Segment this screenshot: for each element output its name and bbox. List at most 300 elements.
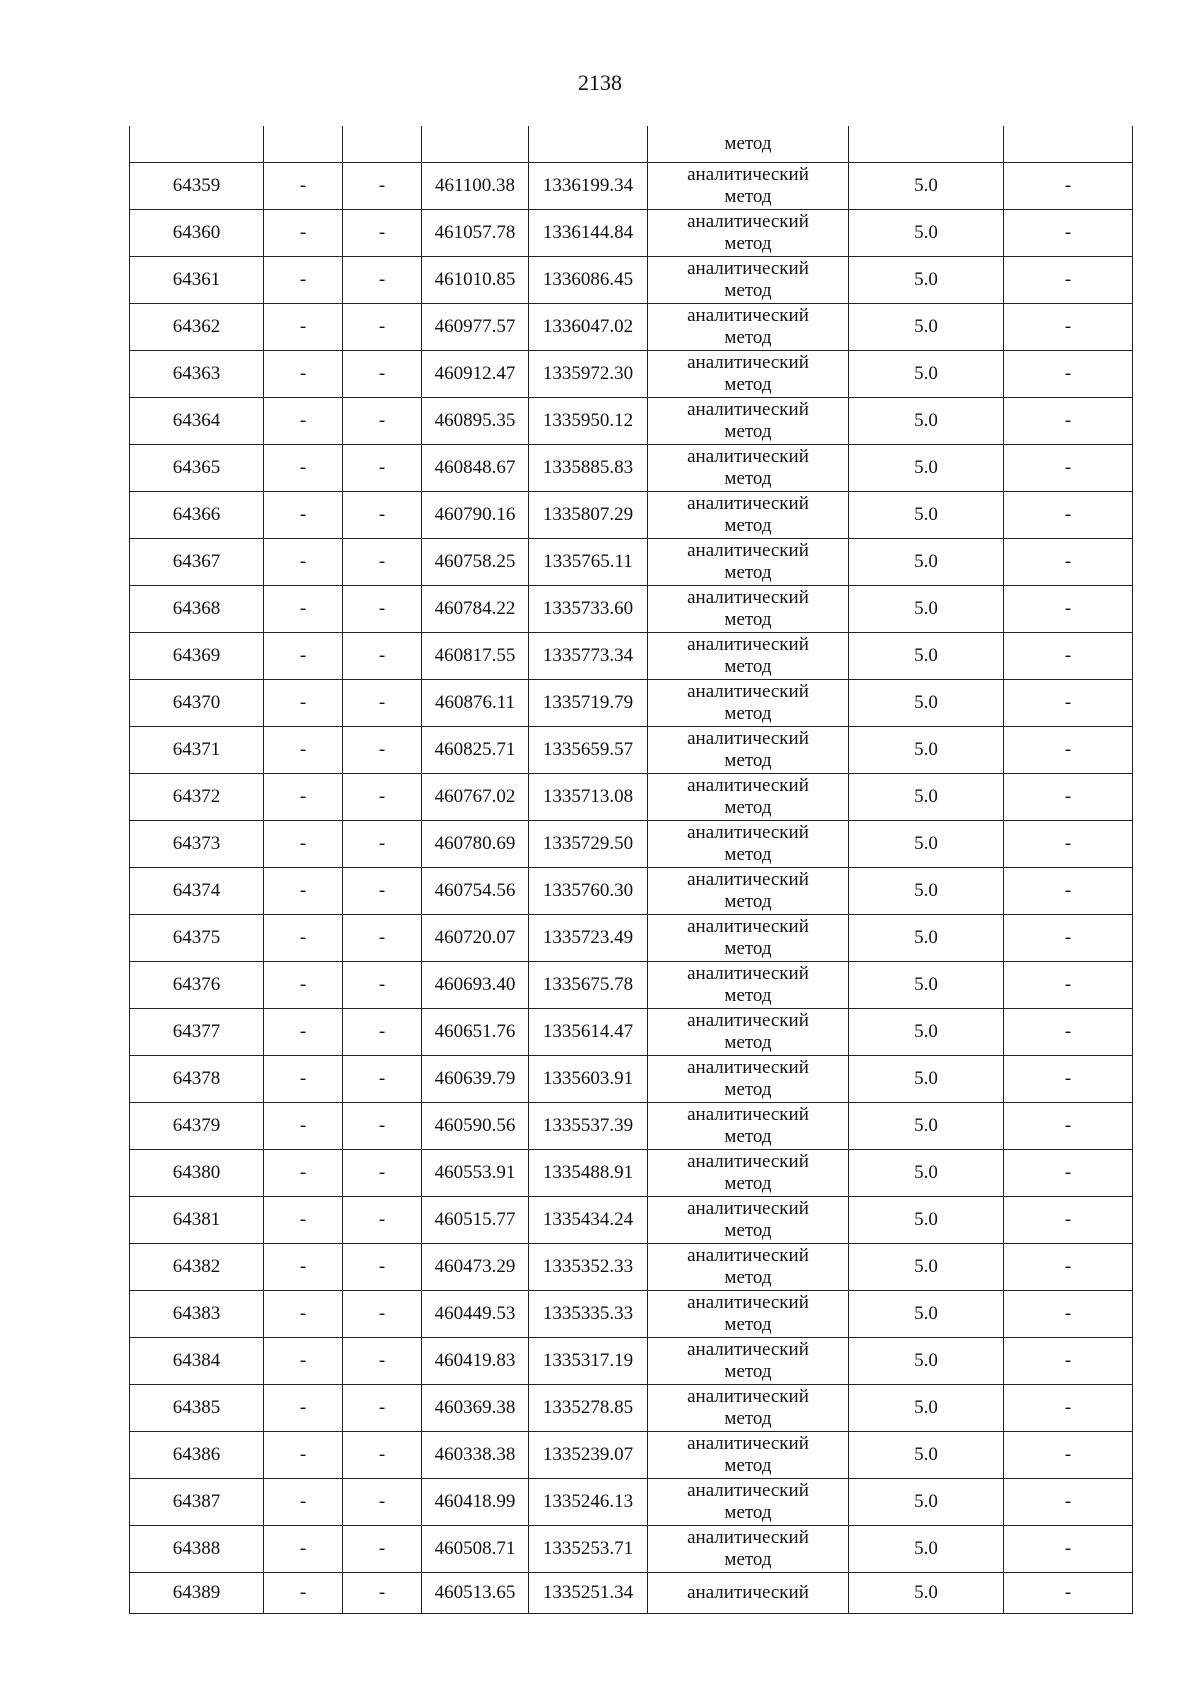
cell-accuracy: 5.0 [849, 1244, 1004, 1291]
cell-point-id: 64388 [130, 1526, 264, 1573]
cell-accuracy: 5.0 [849, 1526, 1004, 1573]
cell-dash: - [1004, 915, 1133, 962]
cell-method [648, 1432, 849, 1479]
cell-dash: - [343, 1244, 422, 1291]
method-line-1: аналитический [687, 1245, 809, 1266]
table-row [130, 492, 1133, 539]
method-line-1: аналитический [687, 258, 809, 279]
table-row [130, 1056, 1133, 1103]
cell-dash: - [264, 1573, 343, 1614]
method-line-1: аналитический [687, 587, 809, 608]
cell-x: 460754.56 [422, 868, 529, 915]
cell-y: 1335246.13 [529, 1479, 648, 1526]
table-row [130, 1009, 1133, 1056]
cell-point-id: 64380 [130, 1150, 264, 1197]
method-line-1: аналитический [687, 1386, 809, 1407]
method-line-2: метод [724, 1502, 772, 1523]
cell-x: 460780.69 [422, 821, 529, 868]
cell-dash: - [1004, 1197, 1133, 1244]
cell-dash: - [264, 680, 343, 727]
cell-accuracy: 5.0 [849, 868, 1004, 915]
table-row [130, 1291, 1133, 1338]
cell-dash: - [1004, 821, 1133, 868]
cell-accuracy: 5.0 [849, 680, 1004, 727]
table-row [130, 586, 1133, 633]
cell-y: 1335760.30 [529, 868, 648, 915]
cell-method [648, 1573, 849, 1614]
cell-accuracy: 5.0 [849, 727, 1004, 774]
cell-dash: - [343, 1573, 422, 1614]
cell-dash: - [264, 1197, 343, 1244]
cell-accuracy: 5.0 [849, 1291, 1004, 1338]
cell-x: 460651.76 [422, 1009, 529, 1056]
cell-dash: - [264, 586, 343, 633]
cell-empty [264, 126, 343, 163]
method-line-2: метод [724, 844, 772, 865]
cell-accuracy: 5.0 [849, 1385, 1004, 1432]
cell-y: 1335614.47 [529, 1009, 648, 1056]
cell-empty [849, 126, 1004, 163]
cell-dash: - [343, 1526, 422, 1573]
cell-y: 1335713.08 [529, 774, 648, 821]
method-line-2: метод [724, 1408, 772, 1429]
cell-y: 1335239.07 [529, 1432, 648, 1479]
cell-dash: - [264, 868, 343, 915]
cell-dash: - [343, 351, 422, 398]
cell-dash: - [1004, 1056, 1133, 1103]
cell-accuracy: 5.0 [849, 1197, 1004, 1244]
cell-dash: - [343, 1103, 422, 1150]
cell-accuracy: 5.0 [849, 1103, 1004, 1150]
cell-dash: - [343, 1150, 422, 1197]
cell-dash: - [343, 492, 422, 539]
cell-dash: - [343, 445, 422, 492]
cell-dash: - [264, 1150, 343, 1197]
cell-accuracy: 5.0 [849, 915, 1004, 962]
method-line-2: метод [724, 1032, 772, 1053]
cell-accuracy: 5.0 [849, 1009, 1004, 1056]
cell-dash: - [343, 821, 422, 868]
cell-x: 460338.38 [422, 1432, 529, 1479]
table-row [130, 915, 1133, 962]
cell-dash: - [343, 304, 422, 351]
coordinates-table [129, 126, 1133, 1614]
cell-accuracy: 5.0 [849, 1432, 1004, 1479]
cell-point-id: 64381 [130, 1197, 264, 1244]
table-row [130, 398, 1133, 445]
table-row [130, 1103, 1133, 1150]
cell-method-continuation: метод [648, 126, 849, 163]
table-row [130, 680, 1133, 727]
cell-dash: - [343, 586, 422, 633]
cell-y: 1335251.34 [529, 1573, 648, 1614]
cell-dash: - [1004, 1009, 1133, 1056]
cell-method [648, 821, 849, 868]
table-row [130, 962, 1133, 1009]
cell-dash: - [264, 351, 343, 398]
cell-method [648, 1009, 849, 1056]
cell-x: 460767.02 [422, 774, 529, 821]
cell-y: 1336144.84 [529, 210, 648, 257]
cell-y: 1335723.49 [529, 915, 648, 962]
method-line-2: метод [724, 797, 772, 818]
cell-y: 1335537.39 [529, 1103, 648, 1150]
method-line-2: метод [724, 750, 772, 771]
cell-dash: - [1004, 210, 1133, 257]
cell-point-id: 64387 [130, 1479, 264, 1526]
cell-dash: - [1004, 1385, 1133, 1432]
cell-point-id: 64363 [130, 351, 264, 398]
cell-empty [1004, 126, 1133, 163]
cell-accuracy: 5.0 [849, 351, 1004, 398]
cell-accuracy: 5.0 [849, 1338, 1004, 1385]
cell-dash: - [264, 445, 343, 492]
method-line-2: метод [724, 374, 772, 395]
method-line-2: метод [724, 891, 772, 912]
cell-method [648, 210, 849, 257]
method-line-2: метод [724, 1549, 772, 1570]
cell-method [648, 1244, 849, 1291]
cell-dash: - [264, 1244, 343, 1291]
cell-accuracy: 5.0 [849, 774, 1004, 821]
cell-x: 460848.67 [422, 445, 529, 492]
cell-dash: - [343, 1385, 422, 1432]
cell-accuracy: 5.0 [849, 257, 1004, 304]
cell-y: 1335885.83 [529, 445, 648, 492]
cell-dash: - [1004, 586, 1133, 633]
cell-point-id: 64379 [130, 1103, 264, 1150]
table-row [130, 1573, 1133, 1614]
cell-dash: - [1004, 1291, 1133, 1338]
table-row [130, 1479, 1133, 1526]
cell-dash: - [343, 774, 422, 821]
table-row [130, 727, 1133, 774]
cell-method [648, 1385, 849, 1432]
method-line-2: метод [724, 985, 772, 1006]
cell-dash: - [1004, 492, 1133, 539]
cell-dash: - [1004, 680, 1133, 727]
cell-x: 460508.71 [422, 1526, 529, 1573]
cell-point-id: 64375 [130, 915, 264, 962]
method-line-1: аналитический [687, 399, 809, 420]
cell-x: 460817.55 [422, 633, 529, 680]
cell-method [648, 1479, 849, 1526]
cell-accuracy: 5.0 [849, 1573, 1004, 1614]
method-line-1: аналитический [687, 305, 809, 326]
cell-y: 1335278.85 [529, 1385, 648, 1432]
method-line-2: метод [724, 1314, 772, 1335]
table-row [130, 774, 1133, 821]
method-line-2: метод [724, 1126, 772, 1147]
cell-x: 460825.71 [422, 727, 529, 774]
cell-point-id: 64383 [130, 1291, 264, 1338]
cell-dash: - [1004, 1103, 1133, 1150]
method-line-2: метод [724, 468, 772, 489]
cell-dash: - [1004, 633, 1133, 680]
method-line-2: метод [724, 1361, 772, 1382]
cell-dash: - [1004, 1526, 1133, 1573]
cell-method [648, 774, 849, 821]
cell-dash: - [1004, 304, 1133, 351]
cell-dash: - [1004, 962, 1133, 1009]
method-line-2: метод [724, 515, 772, 536]
cell-dash: - [343, 633, 422, 680]
table-row [130, 445, 1133, 492]
cell-dash: - [343, 1291, 422, 1338]
cell-dash: - [1004, 351, 1133, 398]
method-line-1: аналитический [687, 775, 809, 796]
cell-dash: - [1004, 1244, 1133, 1291]
cell-accuracy: 5.0 [849, 304, 1004, 351]
cell-y: 1335317.19 [529, 1338, 648, 1385]
cell-dash: - [264, 257, 343, 304]
method-line-2: метод [724, 1173, 772, 1194]
cell-method [648, 1197, 849, 1244]
cell-method [648, 1150, 849, 1197]
cell-dash: - [264, 1338, 343, 1385]
method-line-1: аналитический [687, 1339, 809, 1360]
cell-x: 460513.65 [422, 1573, 529, 1614]
method-line-1: аналитический [687, 681, 809, 702]
cell-accuracy: 5.0 [849, 210, 1004, 257]
cell-x: 460693.40 [422, 962, 529, 1009]
cell-x: 460369.38 [422, 1385, 529, 1432]
cell-method [648, 445, 849, 492]
cell-point-id: 64384 [130, 1338, 264, 1385]
cell-x: 460515.77 [422, 1197, 529, 1244]
cell-accuracy: 5.0 [849, 1479, 1004, 1526]
cell-y: 1335765.11 [529, 539, 648, 586]
cell-dash: - [264, 1291, 343, 1338]
cell-x: 460895.35 [422, 398, 529, 445]
cell-dash: - [1004, 445, 1133, 492]
method-line-1: аналитический [687, 1582, 809, 1603]
cell-x: 460473.29 [422, 1244, 529, 1291]
table-row [130, 1526, 1133, 1573]
cell-point-id: 64365 [130, 445, 264, 492]
cell-y: 1335773.34 [529, 633, 648, 680]
cell-y: 1335352.33 [529, 1244, 648, 1291]
cell-y: 1335972.30 [529, 351, 648, 398]
table-row [130, 1432, 1133, 1479]
cell-dash: - [264, 1479, 343, 1526]
cell-point-id: 64364 [130, 398, 264, 445]
cell-point-id: 64368 [130, 586, 264, 633]
cell-point-id: 64385 [130, 1385, 264, 1432]
method-line-1: аналитический [687, 1433, 809, 1454]
cell-x: 460790.16 [422, 492, 529, 539]
cell-dash: - [343, 257, 422, 304]
cell-dash: - [1004, 1338, 1133, 1385]
cell-dash: - [1004, 163, 1133, 210]
cell-dash: - [264, 163, 343, 210]
method-line-1: аналитический [687, 916, 809, 937]
cell-point-id: 64362 [130, 304, 264, 351]
cell-dash: - [343, 539, 422, 586]
cell-method [648, 539, 849, 586]
cell-method [648, 915, 849, 962]
method-line-1: аналитический [687, 822, 809, 843]
method-line-1: аналитический [687, 352, 809, 373]
cell-method [648, 492, 849, 539]
cell-accuracy: 5.0 [849, 492, 1004, 539]
method-line-1: аналитический [687, 211, 809, 232]
cell-empty [422, 126, 529, 163]
table-row [130, 821, 1133, 868]
method-line-2: метод [724, 421, 772, 442]
cell-point-id: 64359 [130, 163, 264, 210]
cell-dash: - [1004, 1573, 1133, 1614]
cell-dash: - [343, 1338, 422, 1385]
cell-dash: - [343, 1197, 422, 1244]
cell-accuracy: 5.0 [849, 1056, 1004, 1103]
cell-dash: - [1004, 398, 1133, 445]
cell-dash: - [264, 774, 343, 821]
cell-method [648, 1056, 849, 1103]
cell-x: 460449.53 [422, 1291, 529, 1338]
cell-point-id: 64378 [130, 1056, 264, 1103]
cell-y: 1335335.33 [529, 1291, 648, 1338]
cell-dash: - [264, 1385, 343, 1432]
cell-point-id: 64389 [130, 1573, 264, 1614]
cell-x: 461057.78 [422, 210, 529, 257]
cell-dash: - [264, 1056, 343, 1103]
table-row [130, 304, 1133, 351]
cell-accuracy: 5.0 [849, 962, 1004, 1009]
method-line-2: метод [724, 1079, 772, 1100]
cell-dash: - [264, 1009, 343, 1056]
table-row [130, 210, 1133, 257]
method-line-2: метод [724, 562, 772, 583]
cell-dash: - [343, 1009, 422, 1056]
method-line-1: аналитический [687, 728, 809, 749]
cell-dash: - [343, 915, 422, 962]
cell-point-id: 64369 [130, 633, 264, 680]
cell-accuracy: 5.0 [849, 398, 1004, 445]
method-line-2: метод [724, 186, 772, 207]
cell-dash: - [1004, 727, 1133, 774]
cell-empty [529, 126, 648, 163]
cell-y: 1336086.45 [529, 257, 648, 304]
cell-y: 1335807.29 [529, 492, 648, 539]
table-row [130, 1338, 1133, 1385]
cell-point-id: 64366 [130, 492, 264, 539]
method-line-1: аналитический [687, 1104, 809, 1125]
cell-empty [343, 126, 422, 163]
cell-method [648, 680, 849, 727]
method-line-2: метод [724, 327, 772, 348]
cell-dash: - [343, 727, 422, 774]
method-line-1: аналитический [687, 540, 809, 561]
cell-point-id: 64372 [130, 774, 264, 821]
cell-x: 460784.22 [422, 586, 529, 633]
cell-y: 1335950.12 [529, 398, 648, 445]
cell-method [648, 163, 849, 210]
cell-method [648, 398, 849, 445]
table-row [130, 257, 1133, 304]
cell-dash: - [264, 821, 343, 868]
cell-dash: - [343, 962, 422, 1009]
method-line-1: аналитический [687, 1010, 809, 1031]
cell-dash: - [264, 492, 343, 539]
table-row [130, 633, 1133, 680]
cell-x: 460977.57 [422, 304, 529, 351]
cell-method [648, 1103, 849, 1150]
cell-point-id: 64371 [130, 727, 264, 774]
cell-dash: - [343, 1479, 422, 1526]
cell-method [648, 1291, 849, 1338]
method-line-1: аналитический [687, 1057, 809, 1078]
cell-method [648, 1338, 849, 1385]
cell-x: 461010.85 [422, 257, 529, 304]
cell-method [648, 586, 849, 633]
cell-x: 460590.56 [422, 1103, 529, 1150]
method-line-2: метод [724, 1267, 772, 1288]
table-row [130, 1150, 1133, 1197]
cell-dash: - [264, 1432, 343, 1479]
cell-accuracy: 5.0 [849, 1150, 1004, 1197]
cell-x: 460639.79 [422, 1056, 529, 1103]
cell-dash: - [343, 163, 422, 210]
table-row [130, 1197, 1133, 1244]
cell-x: 460418.99 [422, 1479, 529, 1526]
method-line-2: метод [724, 609, 772, 630]
page-number: 2138 [578, 70, 622, 95]
cell-y: 1335729.50 [529, 821, 648, 868]
cell-dash: - [1004, 257, 1133, 304]
cell-y: 1335488.91 [529, 1150, 648, 1197]
cell-dash: - [343, 210, 422, 257]
method-line-2: метод [724, 656, 772, 677]
table-row [130, 539, 1133, 586]
method-line-2: метод [724, 1455, 772, 1476]
cell-point-id: 64374 [130, 868, 264, 915]
cell-dash: - [264, 1526, 343, 1573]
method-line-2: метод [724, 1220, 772, 1241]
method-line-2: метод [724, 938, 772, 959]
method-line-1: аналитический [687, 164, 809, 185]
cell-x: 460876.11 [422, 680, 529, 727]
cell-x: 460553.91 [422, 1150, 529, 1197]
method-line-1: аналитический [687, 634, 809, 655]
method-line-2: метод [724, 703, 772, 724]
cell-dash: - [264, 915, 343, 962]
method-line-1: аналитический [687, 1151, 809, 1172]
cell-point-id: 64382 [130, 1244, 264, 1291]
cell-dash: - [343, 1056, 422, 1103]
cell-dash: - [1004, 868, 1133, 915]
cell-x: 460419.83 [422, 1338, 529, 1385]
method-line-1: аналитический [687, 1198, 809, 1219]
cell-point-id: 64361 [130, 257, 264, 304]
cell-y: 1335603.91 [529, 1056, 648, 1103]
cell-y: 1335253.71 [529, 1526, 648, 1573]
cell-dash: - [343, 398, 422, 445]
table-row [130, 868, 1133, 915]
method-line-1: аналитический [687, 446, 809, 467]
cell-method [648, 868, 849, 915]
cell-accuracy: 5.0 [849, 633, 1004, 680]
cell-method [648, 1526, 849, 1573]
cell-dash: - [1004, 1150, 1133, 1197]
cell-accuracy: 5.0 [849, 821, 1004, 868]
cell-dash: - [264, 210, 343, 257]
cell-dash: - [264, 304, 343, 351]
cell-accuracy: 5.0 [849, 586, 1004, 633]
cell-method [648, 962, 849, 1009]
cell-dash: - [264, 1103, 343, 1150]
cell-accuracy: 5.0 [849, 163, 1004, 210]
